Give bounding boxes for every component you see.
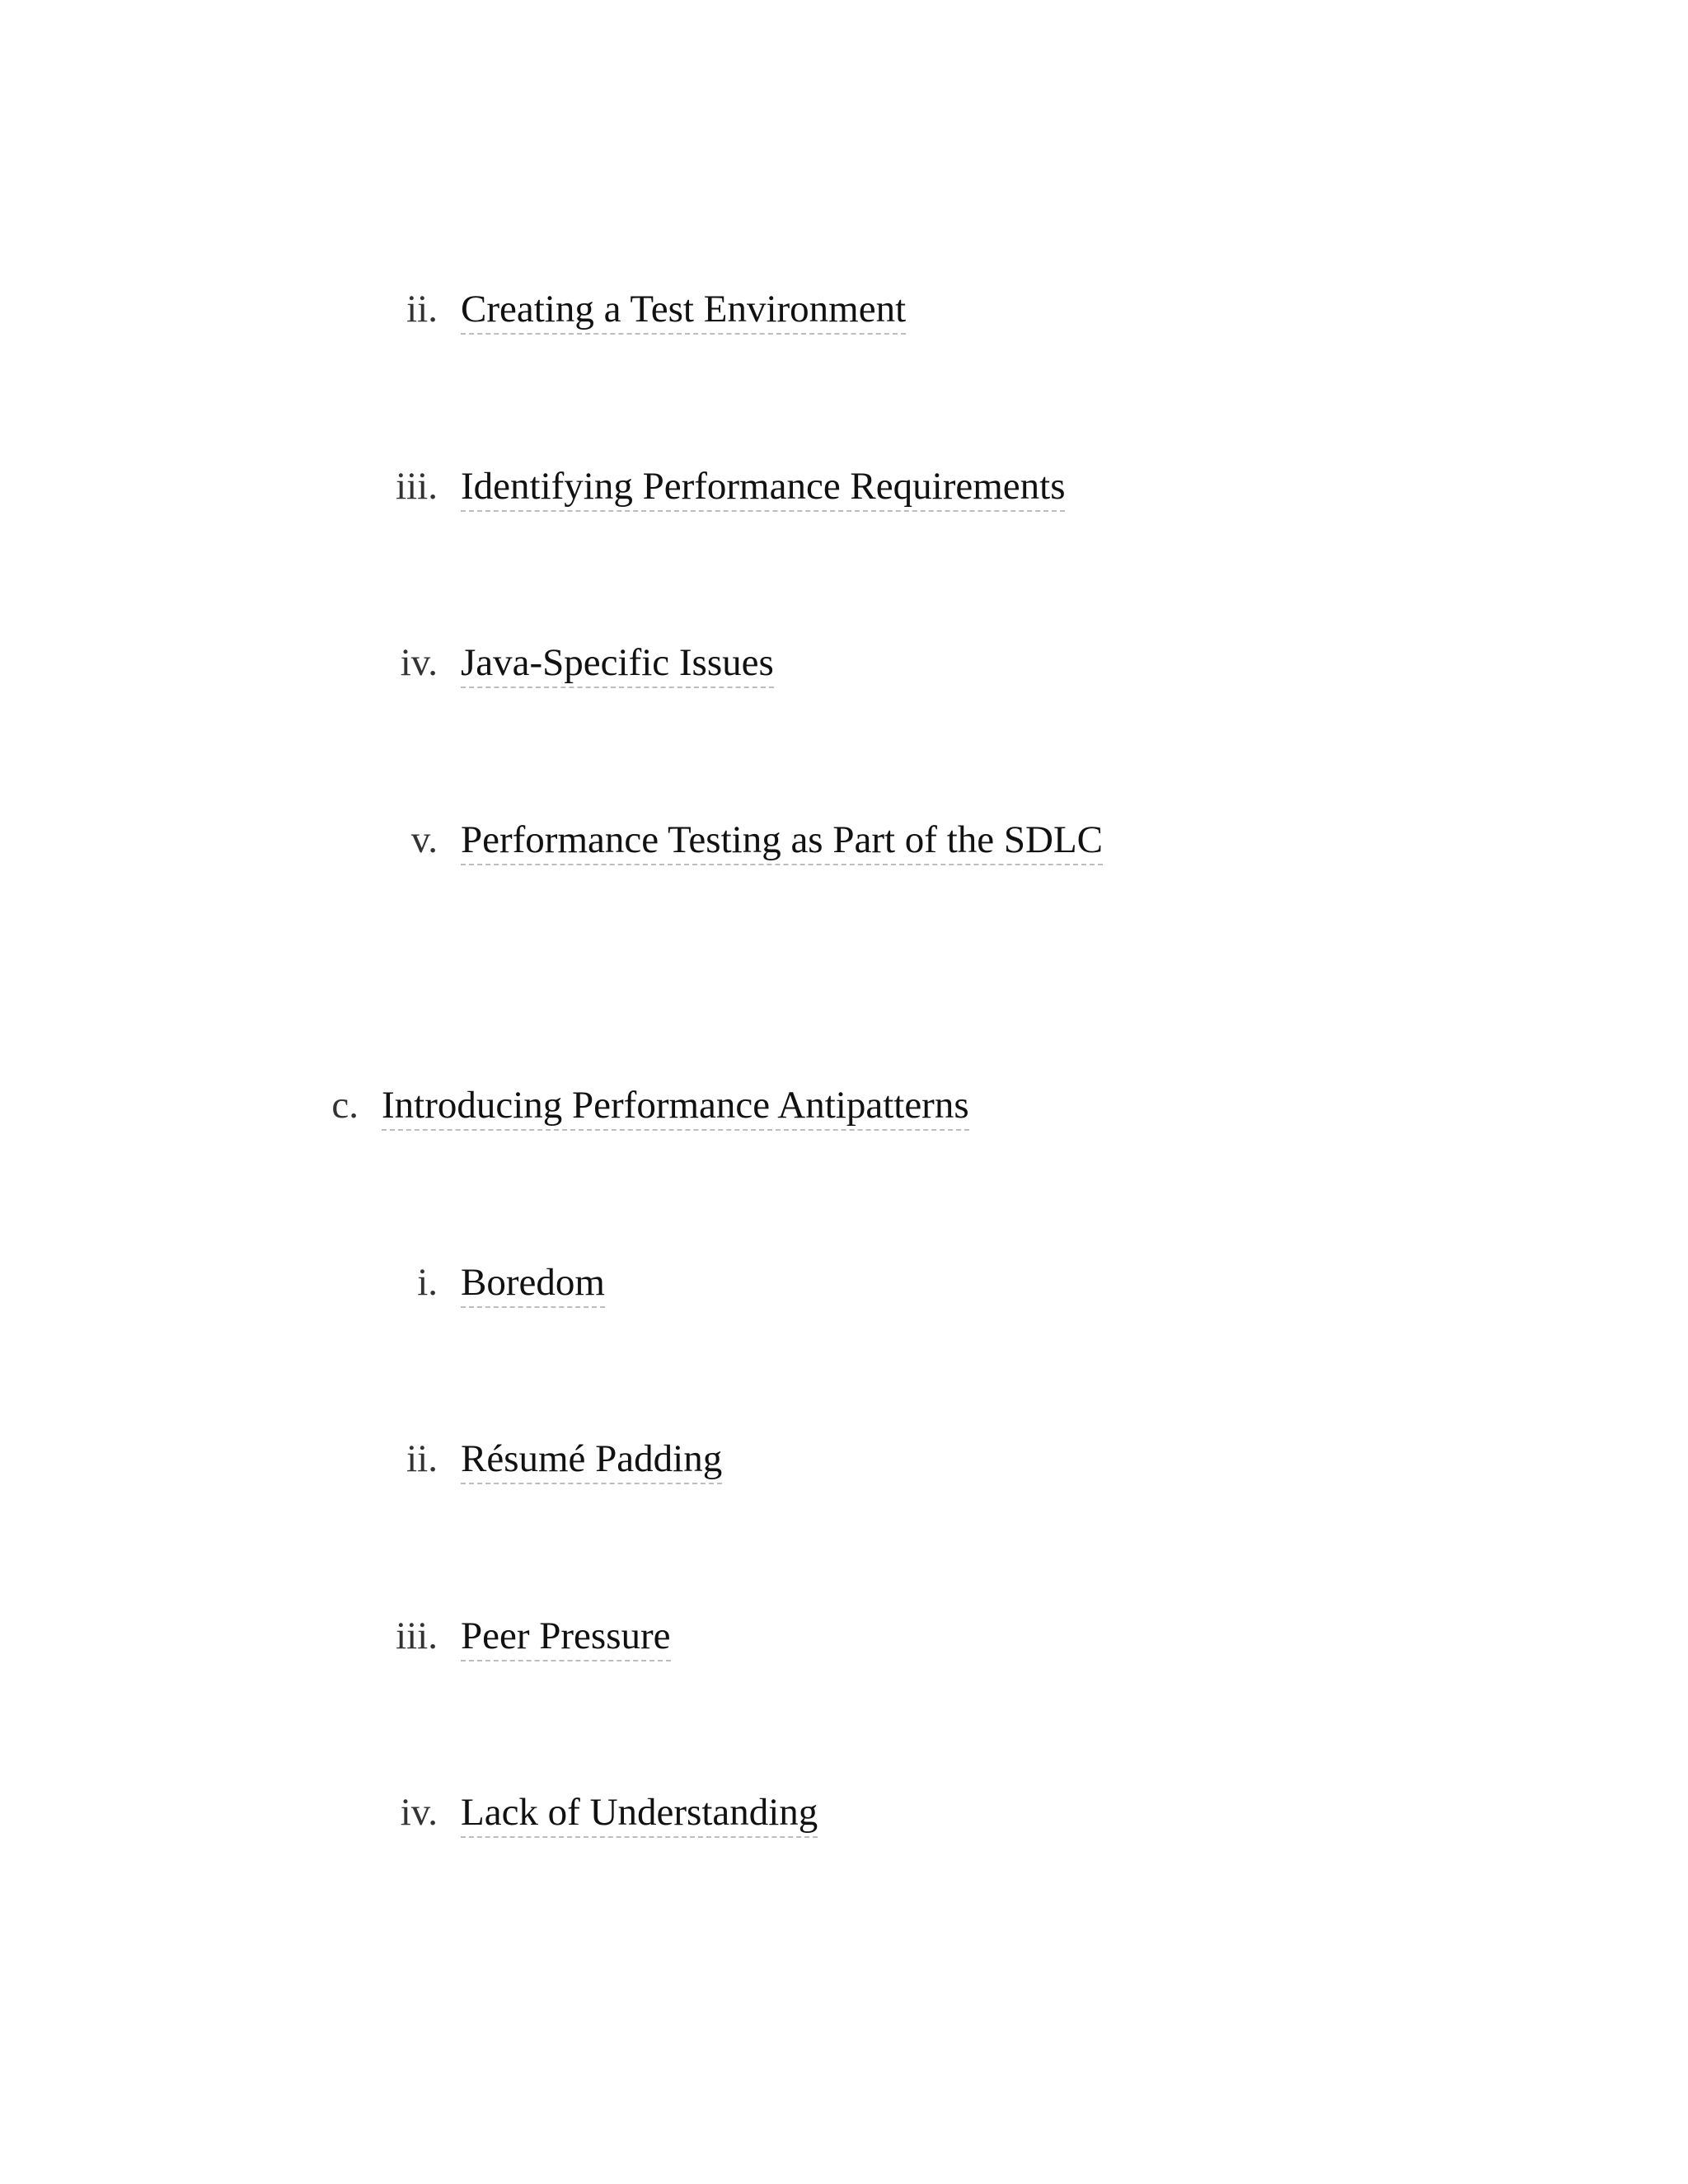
list-marker: iii.	[396, 1615, 438, 1657]
link-identifying-performance-requirements[interactable]: Identifying Performance Requirements	[461, 463, 1065, 512]
link-peer-pressure[interactable]: Peer Pressure	[461, 1613, 671, 1661]
outline-item-introducing-performance-antipatterns	[0, 1082, 969, 1131]
list-marker: v.	[410, 818, 438, 861]
link-creating-test-environment[interactable]: Creating a Test Environment	[461, 286, 906, 335]
list-marker: c.	[331, 1084, 359, 1127]
outline-item-peer-pressure	[0, 1613, 671, 1661]
list-marker: iv.	[400, 641, 438, 684]
list-marker: iii.	[396, 465, 438, 508]
link-introducing-performance-antipatterns[interactable]: Introducing Performance Antipatterns	[382, 1082, 969, 1131]
outline-item-identifying-performance-requirements	[0, 463, 1065, 512]
link-boredom[interactable]: Boredom	[461, 1259, 605, 1308]
outline-item-resume-padding	[0, 1436, 722, 1484]
link-java-specific-issues[interactable]: Java-Specific Issues	[461, 640, 774, 688]
list-marker: iv.	[400, 1791, 438, 1834]
list-marker: ii.	[406, 1437, 438, 1480]
outline-item-performance-testing-sdlc	[0, 817, 1103, 865]
link-resume-padding[interactable]: Résumé Padding	[461, 1436, 722, 1484]
list-marker: ii.	[406, 288, 438, 330]
outline-item-java-specific-issues	[0, 640, 774, 688]
outline-item-creating-test-environment	[0, 286, 906, 335]
outline-item-lack-of-understanding	[0, 1789, 818, 1838]
outline-item-boredom	[0, 1259, 605, 1308]
link-lack-of-understanding[interactable]: Lack of Understanding	[461, 1789, 818, 1838]
link-performance-testing-sdlc[interactable]: Performance Testing as Part of the SDLC	[461, 817, 1103, 865]
list-marker: i.	[417, 1261, 438, 1304]
